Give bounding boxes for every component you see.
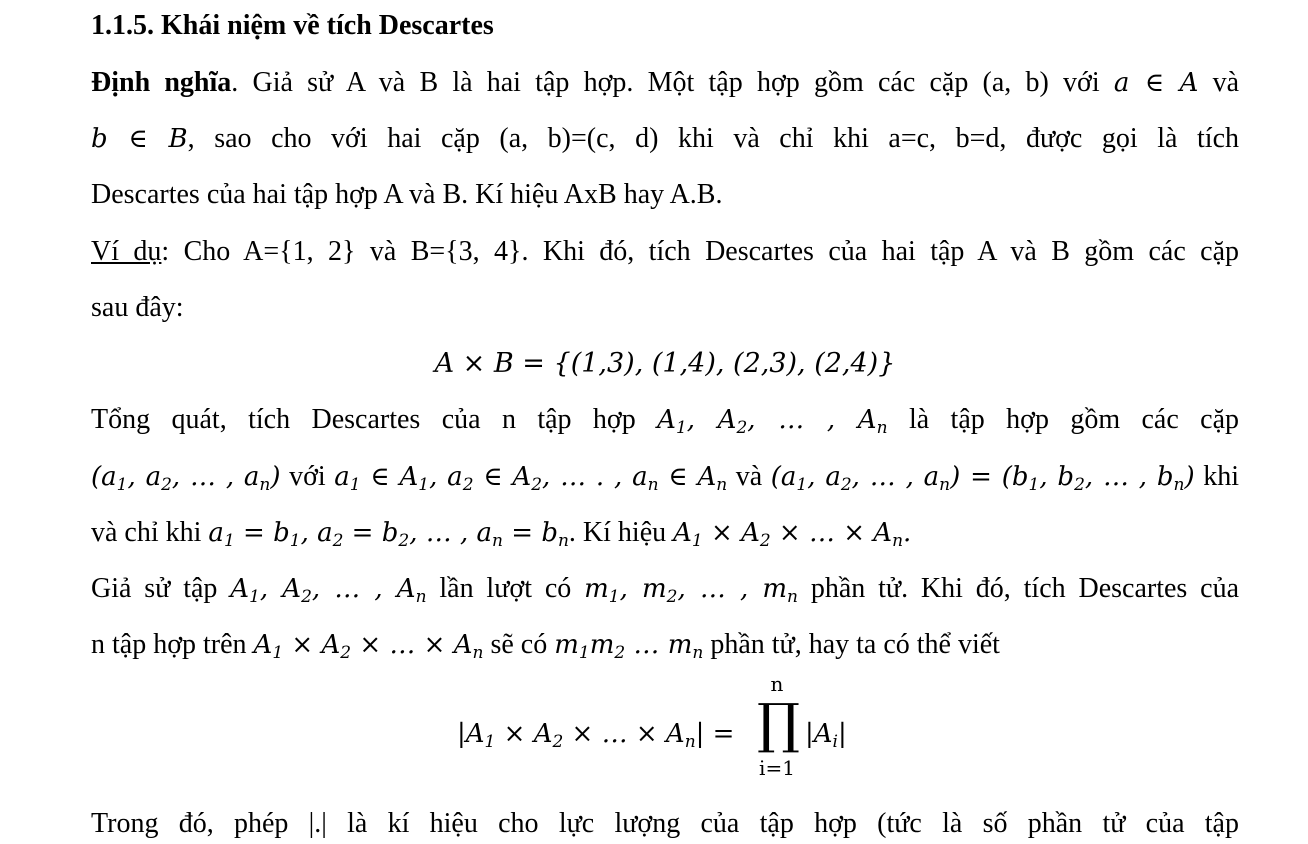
- math-m1-to-mn: $m_1$, $m_2$, … , $m_n$: [584, 574, 798, 607]
- math-A1-to-An: $A_1$, $A_2$, … , $A_n$: [657, 405, 888, 438]
- cardinality-line-2: n tập hợp trên $A_1 \times A_2$ × … × $A_n$ sẽ có $m_1m_2$ … $m_n$ phần tử, hay ta có thể viết: [91, 629, 1000, 663]
- math-b-in-B: b ∈ B: [91, 124, 188, 154]
- example-formula: A × B = {(1,3), (1,4), (2,3), (2,4)}: [434, 348, 896, 379]
- example-line-2: sau đây:: [91, 292, 184, 323]
- math-m-product: $m_1m_2$ … $m_n$: [554, 630, 704, 663]
- math-cardinality-lhs: $|A_1 \times A_2$ × … × $A_n|$ =: [457, 719, 735, 752]
- math-tuple-equality: ($a_1$, $a_2$, … , $a_n) = (b_1$, $b_2$, … , $b_n$): [770, 462, 1195, 495]
- math-tuple-a: ($a_1$, $a_2$, … , $a_n$): [91, 462, 281, 495]
- section-heading: 1.1.5. Khái niệm về tích Descartes: [91, 10, 494, 41]
- math-product-notation: $A_1 \times A_2$ × … × $A_n$.: [673, 518, 912, 551]
- cardinality-formula: [91, 672, 1239, 792]
- math-cardinality-rhs: $|A_i|$: [805, 719, 847, 752]
- product-operator: [757, 672, 800, 792]
- definition-line-3: Descartes của hai tập hợp A và B. Kí hiệu AxB hay A.B.: [91, 179, 723, 210]
- product-symbol: ∏: [757, 692, 800, 755]
- closing-line-1: Trong đó, phép |.| là kí hiệu cho lực lượng của tập hợp (tức là số phần tử của tập: [91, 808, 1239, 839]
- example-line-1: Ví dụ: Cho A={1, 2} và B={3, 4}. Khi đó, tích Descartes của hai tập A và B gồm các cặp: [91, 236, 1240, 267]
- math-a-in-A: a ∈ A: [1113, 68, 1199, 98]
- math-component-equality: $a_1 = b_1$, $a_2 = b_2$, … , $a_n = b_n$: [208, 518, 569, 551]
- general-line-3: và chỉ khi $a_1 = b_1$, $a_2 = b_2$, … , $a_n = b_n$. Kí hiệu $A_1 \times A_2$ × … × $A_n$.: [91, 517, 912, 551]
- general-line-2: ($a_1$, $a_2$, … , $a_n$) với $a_1$ ∈ $A_1$, $a_2$ ∈ $A_2$, … . , $a_n$ ∈ $A_n$ và ($a_1$, $a_2$, … , $a_n) = (b_1$, $b_2$, … , $b_n$) khi: [91, 461, 1239, 495]
- math-product-notation: $A_1 \times A_2$ × … × $A_n$: [253, 630, 484, 663]
- definition-label: Định nghĩa: [91, 67, 232, 98]
- general-line-1: Tổng quát, tích Descartes của n tập hợp $A_1$, $A_2$, … , $A_n$ là tập hợp gồm các cặp: [91, 404, 1240, 438]
- cardinality-line-1: Giả sử tập $A_1$, $A_2$, … , $A_n$ lần lượt có $m_1$, $m_2$, … , $m_n$ phần tử. Khi đó, tích Descartes của: [91, 573, 1240, 607]
- definition-line-2: b ∈ B, sao cho với hai cặp (a, b)=(c, d) khi và chỉ khi a=c, b=d, được gọi là tích: [91, 123, 1239, 154]
- definition-line-1: Định nghĩa. Giả sử A và B là hai tập hợp. Một tập hợp gồm các cặp (a, b) với a ∈ A và: [91, 67, 1240, 98]
- product-upper-limit: n: [770, 672, 784, 696]
- product-lower-limit: i=1: [759, 756, 795, 780]
- example-label: Ví dụ: [91, 236, 162, 267]
- math-membership: $a_1$ ∈ $A_1$, $a_2$ ∈ $A_2$, … . , $a_n$ ∈ $A_n$: [334, 462, 728, 495]
- math-A1-to-An: $A_1$, $A_2$, … , $A_n$: [230, 574, 427, 607]
